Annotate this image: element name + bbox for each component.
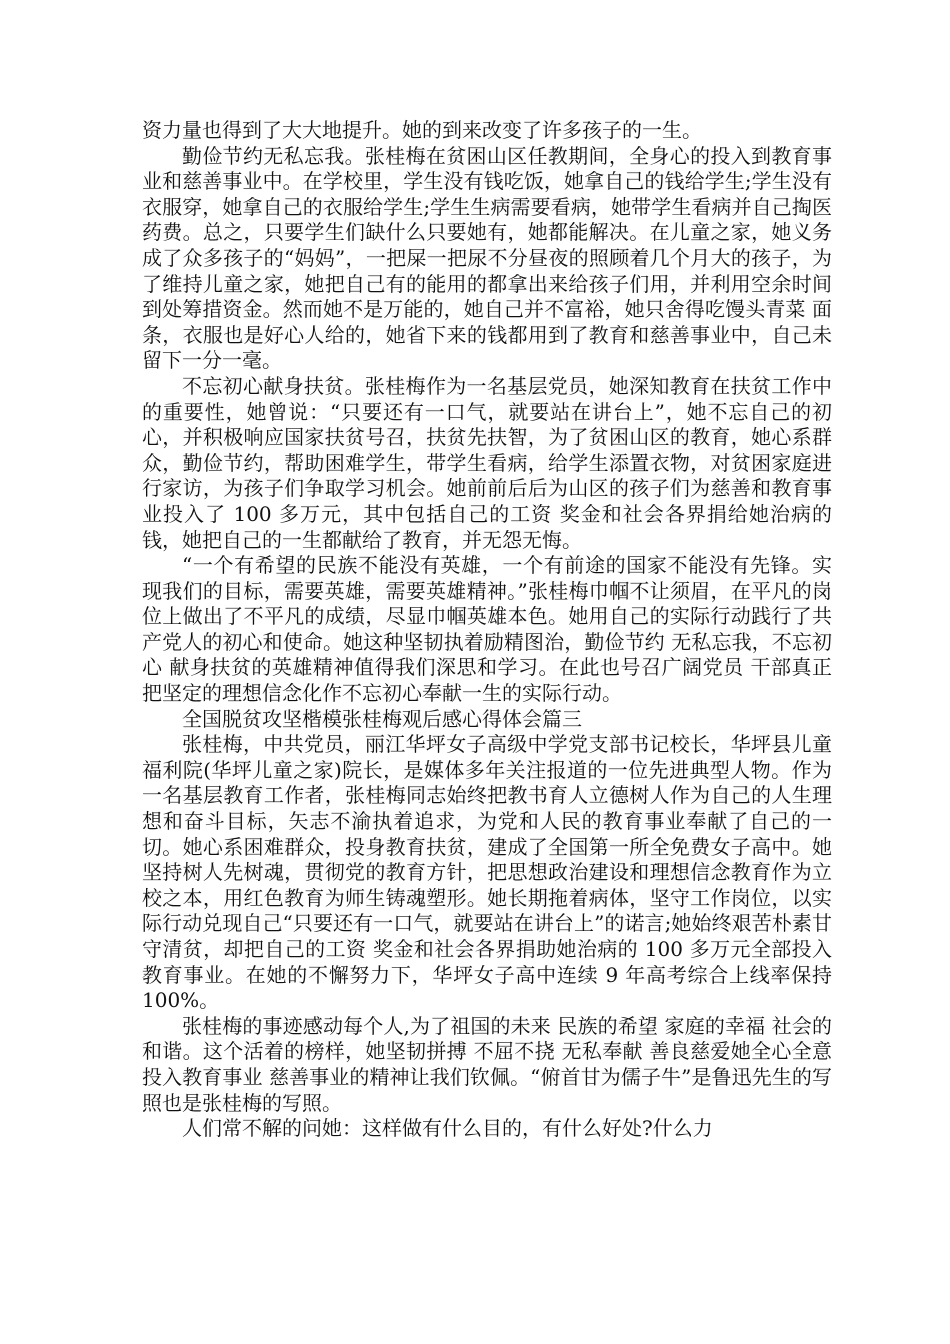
paragraph-poverty-relief: 不忘初心献身扶贫。张桂梅作为一名基层党员，她深知教育在扶贫工作中的重要性，她曾说：“只要还有一口气，就要站在讲台上”，她不忘自己的初心，并积极响应国家扶贫号召，扶贫先扶智，为了贫困山区的教育，她心系群众，勤俭节约，帮助困难学生，带学生看病，给学生添置衣物，对贫困家庭进行家访，为孩子们争取学习机会。她前前后后为山区的孩子们为慈善和教育事业投入了 100 多万元，其中包括自己的工资 奖金和社会各界捐给她治病的钱，她把自己的一生都献给了教育，并无怨无悔。 — [142, 373, 832, 552]
paragraph-continuation: 资力量也得到了大大地提升。她的到来改变了许多孩子的一生。 — [142, 118, 702, 142]
paragraph-biography: 张桂梅，中共党员，丽江华坪女子高级中学党支部书记校长，华坪县儿童福利院(华坪儿童之家)院长，是媒体多年关注报道的一位先进典型人物。作为一名基层教育工作者，张桂梅同志始终把教书育人立德树人作为自己的人生理想和奋斗目标，矢志不渝执着追求，为党和人民的教育事业奉献了自己的一切。她心系困难群众，投身教育扶贫，建成了全国第一所全免费女子高中。她坚持树人先树魂，贯彻党的教育方针，把思想政治建设和理想信念教育作为立校之本，用红色教育为师生铸魂塑形。她长期拖着病体，坚守工作岗位，以实际行动兑现自己“只要还有一口气，就要站在讲台上”的诺言;她始终艰苦朴素甘守清贫，却把自己的工资 奖金和社会各界捐助她治病的 100 多万元全部投入教育事业。在她的不懈努力下，华坪女子高中连续 9 年高考综合上线率保持 100%。 — [142, 732, 832, 1013]
document-body — [142, 118, 832, 1142]
paragraph-hero-spirit: “一个有希望的民族不能没有英雄，一个有前途的国家不能没有先锋。实现我们的目标，需要英雄，需要英雄精神。”张桂梅巾帼不让须眉，在平凡的岗位上做出了不平凡的成绩，尽显巾帼英雄本色。她用自己的实际行动践行了共产党人的初心和使命。她这种坚韧执着励精图治，勤俭节约 无私忘我，不忘初心 献身扶贫的英雄精神值得我们深思和学习。在此也号召广阔党员 干部真正把坚定的理想信念化作不忘初心奉献一生的实际行动。 — [142, 553, 832, 706]
paragraph-inspiration: 张桂梅的事迹感动每个人,为了祖国的未来 民族的希望 家庭的幸福 社会的和谐。这个活着的榜样，她坚韧拼搏 不屈不挠 无私奉献 善良慈爱她全心全意投入教育事业 慈善事业的精神让我们钦佩。“俯首甘为儒子牛”是鲁迅先生的写照也是张桂梅的写照。 — [142, 1013, 832, 1115]
paragraph-question: 人们常不解的问她：这样做有什么目的，有什么好处?什么力 — [182, 1116, 713, 1141]
paragraph-frugal-selfless: 勤俭节约无私忘我。张桂梅在贫困山区任教期间，全身心的投入到教育事业和慈善事业中。在学校里，学生没有钱吃饭，她拿自己的钱给学生;学生没有衣服穿，她拿自己的衣服给学生;学生生病需要看病，她带学生看病并自己掏医药费。总之，只要学生们缺什么只要她有，她都能解决。在儿童之家，她义务成了众多孩子的“妈妈”，一把屎一把尿不分昼夜的照顾着几个月大的孩子，为了维持儿童之家，她把自己有的能用的都拿出来给孩子们用，并利用空余时间到处筹措资金。然而她不是万能的，她自己并不富裕，她只舍得吃馒头青菜 面条，衣服也是好心人给的，她省下来的钱都用到了教育和慈善事业中，自己未留下一分一毫。 — [142, 143, 832, 373]
section-heading: 全国脱贫攻坚楷模张桂梅观后感心得体会篇三 — [182, 706, 582, 731]
